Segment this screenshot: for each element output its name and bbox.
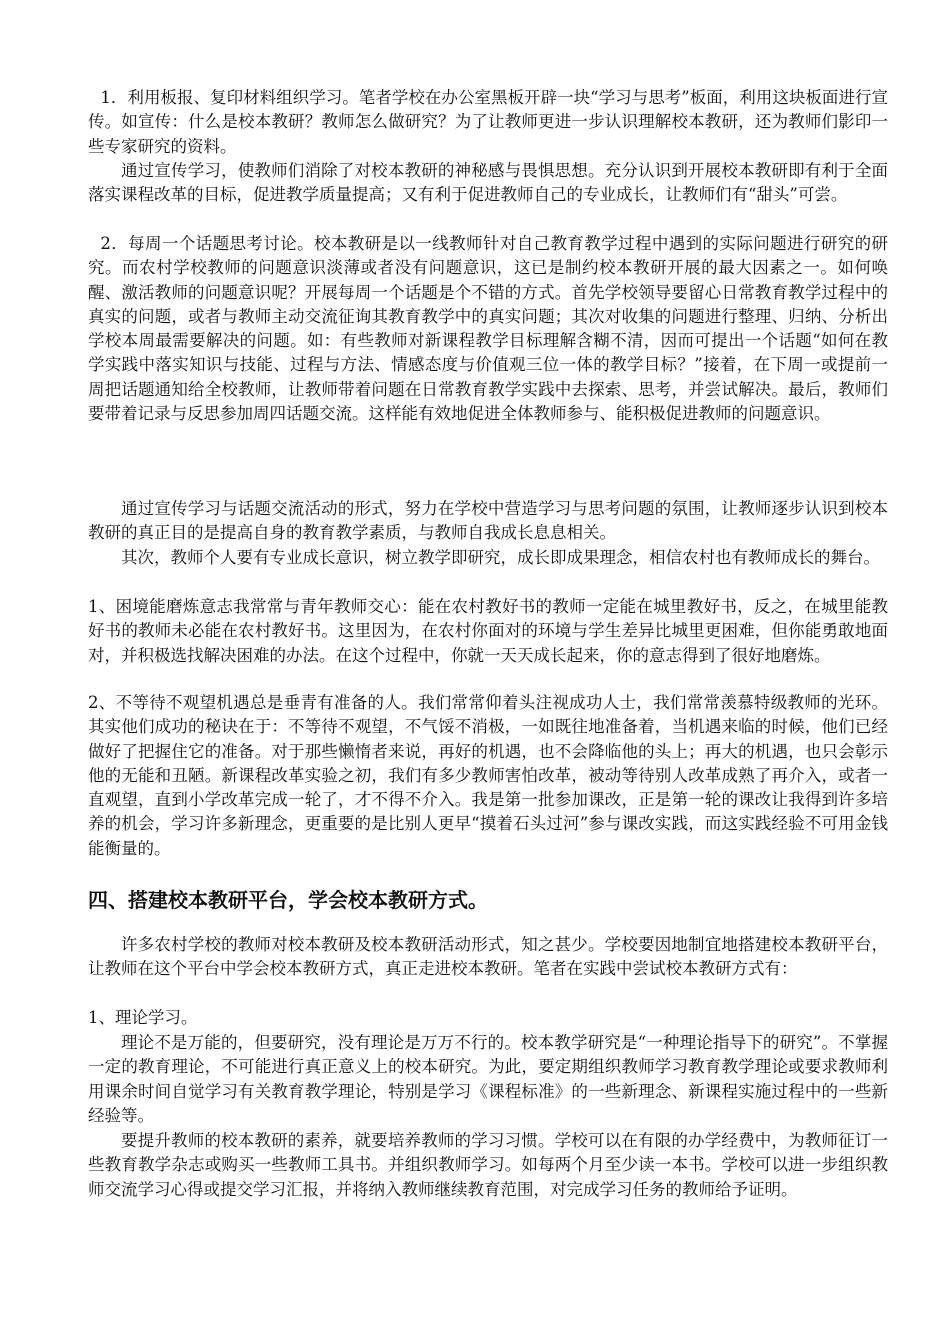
paragraph-growth-awareness: 其次，教师个人要有专业成长意识，树立教学即研究，成长即成果理念，相信农村也有教师成长的舞台。 xyxy=(121,548,880,567)
paragraph-atmosphere: 通过宣传学习与话题交流活动的形式，努力在学校中营造学习与思考问题的氛围，让教师逐步认识到校本教研的真正目的是提高自身的教育教学素质，与教师自我成长息息相关。 xyxy=(88,499,888,543)
paragraph-theory: 理论不是万能的，但要研究，没有理论是万万不行的。校本教学研究是“一种理论指导下的研究”。不掌握一定的教育理论，不可能进行真正意义上的校本研究。为此，要定期组织教师学习教育教学理论或要求教师利用课余时间自觉学习有关教育教学理论，特别是学习《课程标准》的一些新理念、新课程实施过程中的一些新经验等。 xyxy=(88,1033,888,1125)
paragraph-study-outcome: 通过宣传学习，使教师们消除了对校本教研的神秘感与畏惧思想。充分认识到开展校本教研即有利于全面落实课程改革的目标，促进教学质量提高；又有利于促进教师自己的专业成长，让教师们有“甜头”可尝。 xyxy=(88,161,888,205)
subheading-theory-study: 1、理论学习。 xyxy=(88,1008,198,1027)
section-heading: 四、搭建校本教研平台，学会校本教研方式。 xyxy=(88,888,488,912)
paragraph-study-habits: 要提升教师的校本教研的素养，就要培养教师的学习习惯。学校可以在有限的办学经费中，为教师征订一些教育教学杂志或购买一些教师工具书。并组织教师学习。如每两个月至少读一本书。学校可以进一步组织教师交流学习心得或提交学习汇报，并将纳入教师继续教育范围，对完成学习任务的教师给予证明。 xyxy=(88,1131,888,1199)
paragraph-weekly-topic: 2．每周一个话题思考讨论。校本教研是以一线教师针对自己教育教学过程中遇到的实际问题进行研究的研究。而农村学校教师的问题意识淡薄或者没有问题意识，这已是制约校本教研开展的最大因素之一。如何唤醒、激活教师的问题意识呢？开展每周一个话题是个不错的方式。首先学校领导要留心日常教育教学过程中的真实的问题，或者与教师主动交流征询其教育教学中的真实问题；其次对收集的问题进行整理、归纳、分析出学校本周最需要解决的问题。如：有些教师对新课程教学目标理解含糊不清，因而可提出一个话题“如何在教学实践中落实知识与技能、过程与方法、情感态度与价值观三位一体的教学目标？”接着，在下周一或提前一周把话题通知给全校教师，让教师带着问题在日常教育教学实践中去探索、思考，并尝试解决。最后，教师们要带着记录与反思参加周四话题交流。这样能有效地促进全体教师参与、能积极促进教师的问题意识。 xyxy=(88,234,888,424)
paragraph-hardship: 1、困境能磨炼意志我常常与青年教师交心：能在农村教好书的教师一定能在城里教好书，反之，在城里能教好书的教师未必能在农村教好书。这里因为，在农村你面对的环境与学生差异比城里更困难，但你能勇敢地面对，并积极选找解决困难的办法。在这个过程中，你就一天天成长起来，你的意志得到了很好地磨炼。 xyxy=(88,597,888,665)
paragraph-opportunity: 2、不等待不观望机遇总是垂青有准备的人。我们常常仰着头注视成功人士，我们常常羡慕特级教师的光环。其实他们成功的秘诀在于：不等待不观望，不气馁不消极，一如既往地准备着，当机遇来临的时候，他们已经做好了把握住它的准备。对于那些懒惰者来说，再好的机遇，也不会降临他的头上；再大的机遇，也只会彰示他的无能和丑陋。新课程改革实验之初，我们有多少教师害怕改革，被动等待别人改革成熟了再介入，或者一直观望，直到小学改革完成一轮了，才不得不介入。我是第一批参加课改，正是第一轮的课改让我得到许多培养的机会，学习许多新理念，更重要的是比别人更早“摸着石头过河”参与课改实践，而这实践经验不可用金钱能衡量的。 xyxy=(88,693,888,858)
paragraph-platform-intro: 许多农村学校的教师对校本教研及校本教研活动形式，知之甚少。学校要因地制宜地搭建校本教研平台，让教师在这个平台中学会校本教研方式，真正走进校本教研。笔者在实践中尝试校本教研方式有： xyxy=(88,935,888,979)
paragraph-bulletin-board-study: 1．利用板报、复印材料组织学习。笔者学校在办公室黑板开辟一块“学习与思考”板面，利用这块板面进行宣传。如宣传：什么是校本教研？教师怎么做研究？为了让教师更进一步认识理解校本教研，还为教师们影印一些专家研究的资料。 xyxy=(88,88,888,156)
